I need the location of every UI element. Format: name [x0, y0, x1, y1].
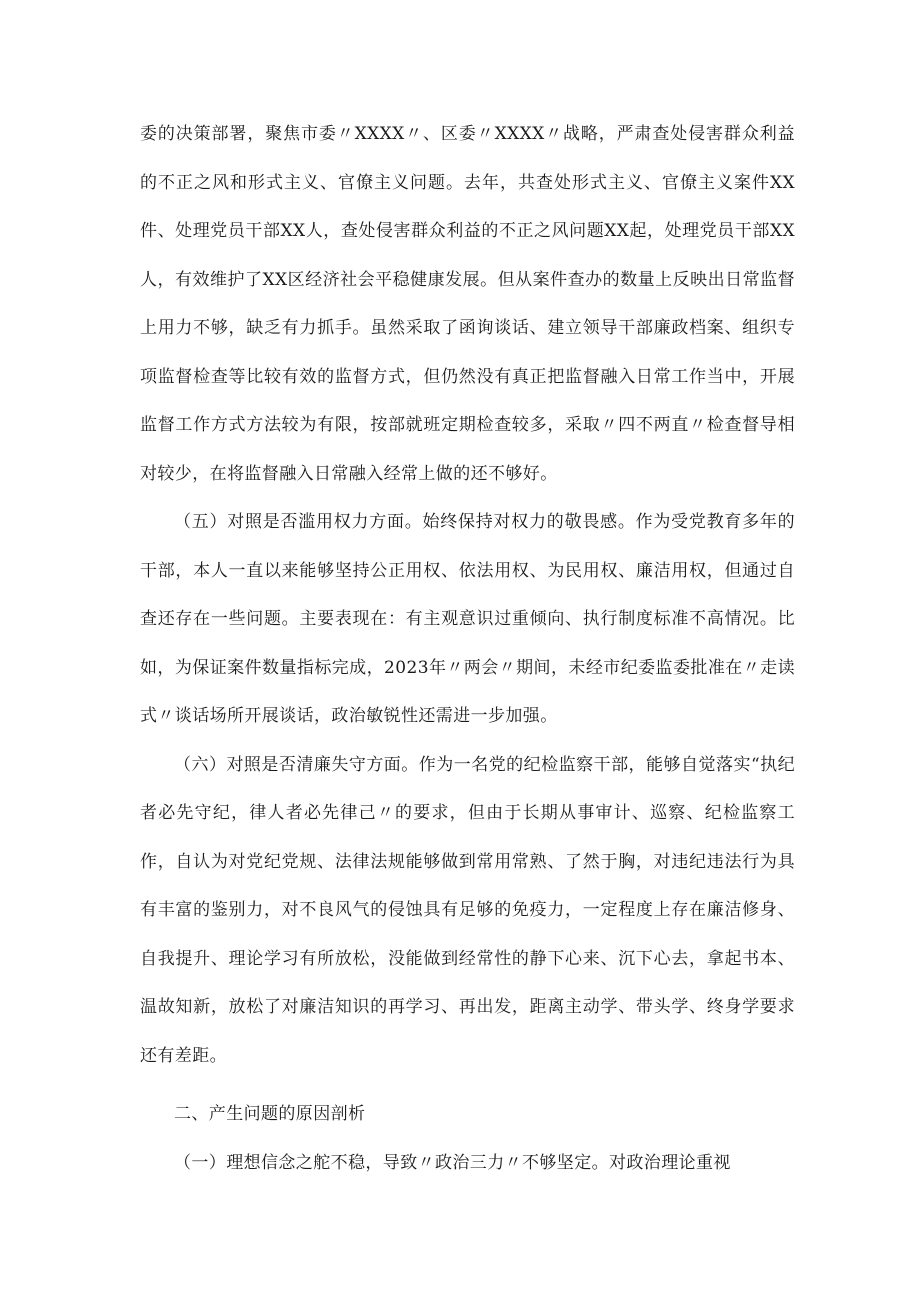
paragraph-cause-one: （一）理想信念之舵不稳，导致〃政治三力〃不够坚定。对政治理论重视: [174, 1152, 731, 1173]
paragraph-continuation: 委的决策部署，聚焦市委〃XXXX〃、区委〃XXXX〃战略，严肃查处侵害群众利益的不正之风和形式主义、官僚主义问题。去年，共查处形式主义、官僚主义案件XX件、处理党员干部XX人，查处侵害群众利益的不正之风问题XX起，处理党员干部XX人，有效维护了XX区经济社会平稳健康发展。但从案件查办的数量上反映出日常监督上用力不够，缺乏有力抓手。虽然采取了函询谈话、建立领导干部廉政档案、组织专项监督检查等比较有效的监督方式，但仍然没有真正把监督融入日常工作当中，开展监督工作方式方法较为有限，按部就班定期检查较多，采取〃四不两直〃检查督导相对较少，在将监督融入日常融入经常上做的还不够好。: [140, 124, 795, 484]
section-heading-cause-analysis: 二、产生问题的原因剖析: [174, 1104, 366, 1124]
paragraph-section-six: （六）对照是否清廉失守方面。作为一名党的纪检监察干部，能够自觉落实“执纪者必先守纪，律人者必先律己〃的要求，但由于长期从事审计、巡察、纪检监察工作，自认为对党纪党规、法律法规能够做到常用常熟、了然于胸，对违纪违法行为具有丰富的鉴别力，对不良风气的侵蚀具有足够的免疫力，一定程度上存在廉洁修身、自我提升、理论学习有所放松，没能做到经常性的静下心来、沉下心去，拿起书本、温故知新，放松了对廉洁知识的再学习、再出发，距离主动学、带头学、终身学要求还有差距。: [140, 754, 795, 1066]
paragraph-section-five: （五）对照是否滥用权力方面。始终保持对权力的敬畏感。作为受党教育多年的干部，本人一直以来能够坚持公正用权、依法用权、为民用权、廉洁用权，但通过自查还存在一些问题。主要表现在：有主观意识过重倾向、执行制度标准不高情况。比如，为保证案件数量指标完成，2023年〃两会〃期间，未经市纪委监委批准在〃走读式〃谈话场所开展谈话，政治敏锐性还需进一步加强。: [140, 512, 795, 726]
document-body: [140, 110, 795, 1187]
